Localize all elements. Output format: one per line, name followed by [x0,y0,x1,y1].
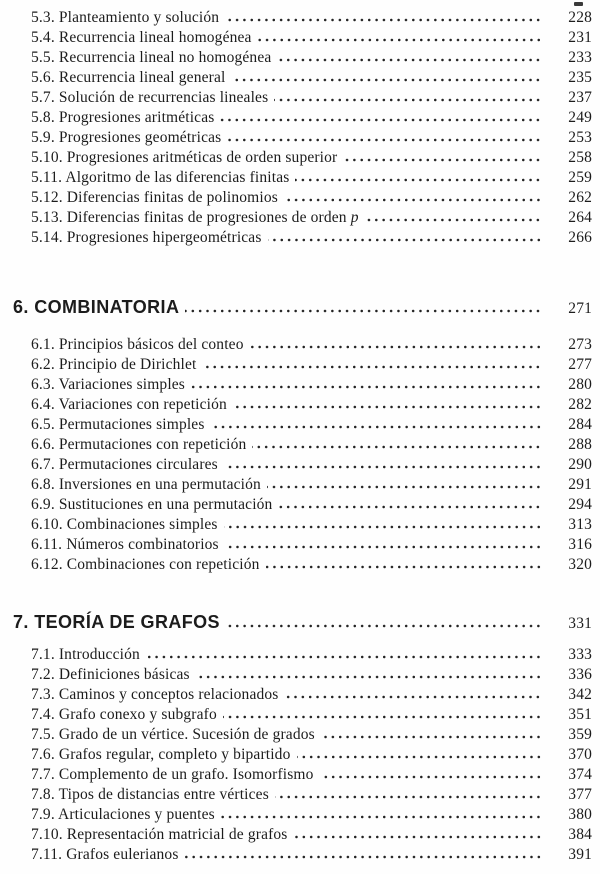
toc-entry [13,168,592,188]
toc-page-number: 333 [568,646,592,663]
toc-entry-title: 5.11. Algoritmo de las diferencias finitas [31,169,290,186]
toc-entry [13,375,592,395]
toc-entry-title: 7.5. Grado de un vértice. Sucesión de grados [31,726,315,743]
toc-page-number: 249 [568,109,592,126]
toc-entry [13,645,592,665]
dot-leader [225,545,542,549]
dot-leader [250,345,542,349]
toc-entry [13,415,592,435]
toc-entry-title: 5.12. Diferencias finitas de polinomios [31,189,278,206]
dot-leader [185,309,542,313]
toc-entry-title: 7.4. Grafo conexo y subgrafo [31,706,217,723]
toc-entry-title: 6.2. Principio de Dirichlet [31,356,197,373]
toc-entry-title: 7.9. Articulaciones y puentes [31,806,215,823]
dot-leader [220,118,542,122]
toc-entry-title-italic-part: p [350,209,359,226]
toc-entry [13,705,592,725]
toc-page-number: 235 [568,69,592,86]
dot-leader [277,58,542,62]
dot-leader [224,525,542,529]
dot-leader [267,485,542,489]
dot-leader [227,138,542,142]
toc-group-items [13,8,592,248]
toc-entry-title: 7.6. Grafos regular, completo y bipartido [31,746,291,763]
toc-page-number: 288 [568,436,592,453]
dot-leader [321,735,542,739]
toc-entry-title: 5.13. Diferencias finitas de progresiones de orden p [31,209,359,226]
toc-entry [13,765,592,785]
toc-page-number: 231 [568,29,592,46]
toc-entry [13,68,592,88]
toc-entry-title: 7.1. Introducción [31,646,140,663]
toc-entry-title: 5.3. Planteamiento y solución [31,9,220,26]
toc-group-chapter-5-sections [13,8,592,248]
dot-leader [202,365,542,369]
toc-entry-title: 7.3. Caminos y conceptos relacionados [31,686,279,703]
toc-page-number: 342 [568,686,592,703]
toc-entry [13,108,592,128]
toc-entry [13,665,592,685]
dot-leader [284,695,542,699]
toc-page-number: 380 [568,806,592,823]
toc-entry [13,148,592,168]
toc-entry [13,805,592,825]
toc-entry-title: 6.6. Permutaciones con repetición [31,436,247,453]
toc-entry-title: 6.8. Inversiones en una permutación [31,476,261,493]
dot-leader [268,238,542,242]
toc-entry [13,495,592,515]
toc-entry-title: 5.10. Progresiones aritméticas de orden superior [31,149,338,166]
toc-page-number: 280 [568,376,592,393]
dot-leader [258,38,542,42]
dot-leader [224,465,542,469]
toc-entry [13,208,592,228]
toc-page-number: 316 [568,536,592,553]
toc-entry [13,745,592,765]
toc-entry-title: 6.9. Sustituciones en una permutación [31,496,273,513]
toc-entry [13,685,592,705]
toc-entry [13,435,592,455]
toc-entry [13,188,592,208]
toc-entry [13,475,592,495]
dot-leader [320,775,542,779]
toc-page-number: 266 [568,229,592,246]
toc-entry-title: 5.14. Progresiones hipergeométricas [31,229,262,246]
toc-entry-title: 6.1. Principios básicos del conteo [31,336,244,353]
dot-leader [185,855,543,859]
toc-entry-title: 7.2. Definiciones básicas [31,666,190,683]
dot-leader [226,624,542,628]
toc-page-number: 271 [568,300,592,317]
toc-page-number: 313 [568,516,592,533]
toc-chapter-title: 7. TEORÍA DE GRAFOS [13,612,220,632]
toc-group-items [13,335,592,575]
toc-entry [13,825,592,845]
toc-group-items [13,645,592,865]
toc-chapter-heading [13,609,592,637]
dot-leader [211,425,542,429]
toc-page-number: 336 [568,666,592,683]
toc-chapter-title: 6. COMBINATORIA [13,297,180,317]
toc-entry-title: 6.10. Combinaciones simples [31,516,218,533]
toc-entry-title: 6.11. Números combinatorios [31,536,219,553]
dot-leader [278,505,542,509]
toc-entry [13,535,592,555]
toc-page-number: 253 [568,129,592,146]
toc-page-number: 320 [568,556,592,573]
toc-entry-title: 5.7. Solución de recurrencias lineales [31,89,269,106]
dot-leader [275,795,542,799]
toc-entry [13,128,592,148]
dot-leader [274,98,542,102]
toc-page-number: 291 [568,476,592,493]
dot-leader [284,198,542,202]
dot-leader [191,385,542,389]
toc-page-number: 282 [568,396,592,413]
dot-leader [252,445,542,449]
toc-entry [13,88,592,108]
dot-leader [233,405,542,409]
toc-entry [13,455,592,475]
cropped-header-glyph [574,2,583,6]
dot-leader [294,835,543,839]
toc-page-number: 359 [568,726,592,743]
toc-entry [13,555,592,575]
toc-page-number: 258 [568,149,592,166]
dot-leader [295,178,542,182]
dot-leader [225,18,542,22]
toc-entry-title: 5.6. Recurrencia lineal general [31,69,226,86]
toc-entry-title: 6.4. Variaciones con repetición [31,396,227,413]
table-of-contents [13,8,592,865]
toc-entry [13,228,592,248]
dot-leader [196,675,542,679]
dot-leader [343,158,542,162]
toc-page-number: 273 [568,336,592,353]
toc-entry-title: 5.8. Progresiones aritméticas [31,109,215,126]
toc-entry-title: 7.7. Complemento de un grafo. Isomorfismo [31,766,314,783]
toc-entry [13,785,592,805]
toc-page-number: 233 [568,49,592,66]
toc-entry [13,355,592,375]
dot-leader [221,815,542,819]
toc-entry [13,725,592,745]
toc-entry [13,8,592,28]
dot-leader [297,755,543,759]
toc-entry [13,335,592,355]
toc-page-number: 377 [568,786,592,803]
toc-entry-title: 6.5. Permutaciones simples [31,416,205,433]
toc-page-number: 259 [568,169,592,186]
toc-entry-title: 5.9. Progresiones geométricas [31,129,222,146]
toc-page-number: 264 [568,209,592,226]
toc-page-number: 284 [568,416,592,433]
dot-leader [266,565,542,569]
toc-entry-title: 7.8. Tipos de distancias entre vértices [31,786,269,803]
toc-entry [13,28,592,48]
toc-page-number: 370 [568,746,592,763]
toc-entry [13,845,592,865]
toc-page-number: 277 [568,356,592,373]
toc-entry [13,515,592,535]
toc-group-chapter-6 [13,294,592,575]
toc-page-number: 237 [568,89,592,106]
toc-entry-title: 7.11. Grafos eulerianos [31,846,179,863]
toc-entry-title: 5.5. Recurrencia lineal no homogénea [31,49,272,66]
dot-leader [231,78,542,82]
toc-entry-title: 6.3. Variaciones simples [31,376,185,393]
dot-leader [364,218,542,222]
toc-page-number: 391 [568,846,592,863]
toc-entry-title: 7.10. Representación matricial de grafos [31,826,288,843]
dot-leader [223,715,542,719]
toc-group-chapter-7 [13,609,592,865]
toc-entry-title: 6.7. Permutaciones circulares [31,456,218,473]
toc-entry [13,395,592,415]
toc-page-number: 331 [568,615,592,632]
toc-page-number: 262 [568,189,592,206]
toc-page-number: 228 [568,9,592,26]
toc-entry-title: 6.12. Combinaciones con repetición [31,556,260,573]
toc-entry [13,48,592,68]
toc-entry-title: 5.4. Recurrencia lineal homogénea [31,29,252,46]
dot-leader [146,655,542,659]
toc-page-number: 374 [568,766,592,783]
toc-chapter-heading [13,294,592,322]
toc-page-number: 290 [568,456,592,473]
toc-page-number: 351 [568,706,592,723]
toc-page-number: 384 [568,826,592,843]
toc-page-number: 294 [568,496,592,513]
